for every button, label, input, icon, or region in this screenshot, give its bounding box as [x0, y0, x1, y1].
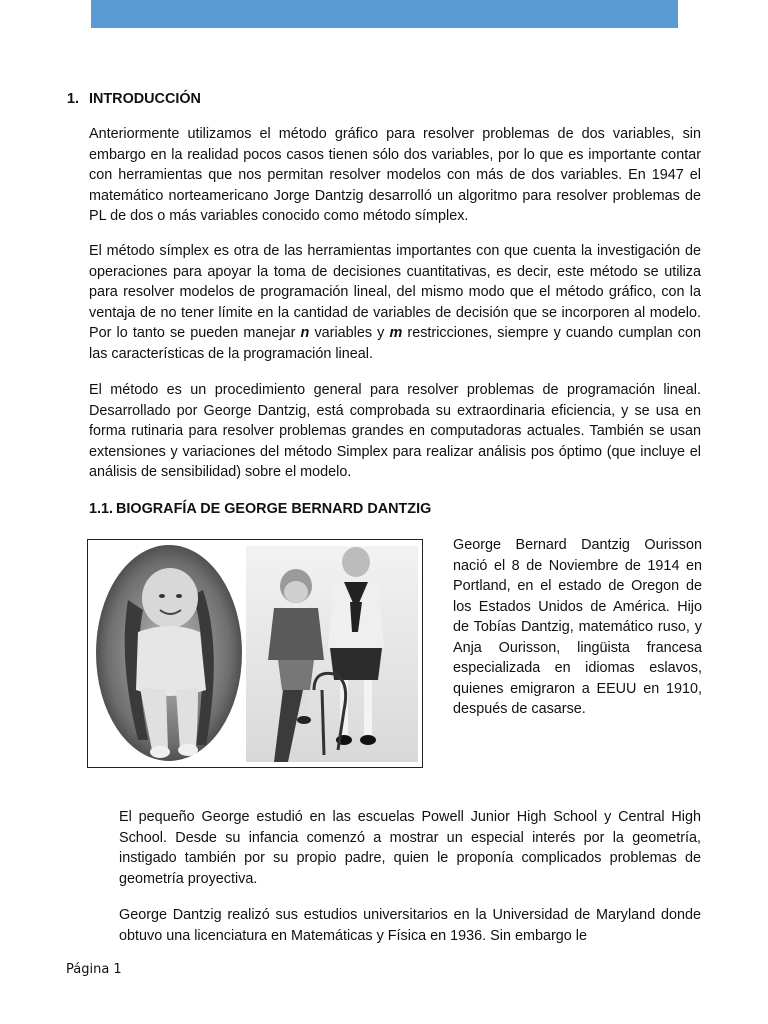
- photo-illustration: [88, 540, 422, 767]
- variable-m: m: [389, 325, 403, 341]
- page-number: Página 1: [66, 962, 122, 977]
- intro-paragraph-2-text-b: variables y: [309, 325, 390, 341]
- intro-paragraph-3: El método es un procedimiento general para resolver problemas de programación lineal. Desarrollado por George Dantzig, está comprobada su extraordinaria eficiencia, y se usa en forma rutinaria para resolver problemas grandes en computadoras actuales. También se usan extensiones y variaciones del método Simplex para realizar análisis pos óptimo (que incluye el análisis de sensibilidad) sobre el modelo.: [89, 382, 701, 480]
- intro-paragraph-1: Anteriormente utilizamos el método gráfico para resolver problemas de dos variables, sin embargo en la realidad pocos casos tienen sólo dos variables, por lo que es importante contar con herramientas que nos permitan resolver modelos con más de dos variables. En 1947 el matemático norteamericano Jorge Dantzig desarrolló un algoritmo para resolver problemas de PL de dos o más variables conocido como método símplex.: [89, 126, 701, 224]
- bio-paragraph-1: El pequeño George estudió en las escuelas Powell Junior High School y Central High School. Desde su infancia comenzó a mostrar un especial interés por la geometría, instigado también por su propio padre, quien le proponía complicados problemas de geometría proyectiva.: [119, 809, 701, 887]
- subsection-heading: [89, 499, 431, 520]
- section-heading: [67, 89, 201, 110]
- section-title: INTRODUCCIÓN: [89, 91, 201, 107]
- subsection-title: BIOGRAFÍA DE GEORGE BERNARD DANTZIG: [116, 501, 432, 517]
- header-bar: [91, 0, 678, 28]
- intro-paragraph-2-text-c: restricciones, siempre y cuando cumplan con las características de la programación lineal.: [89, 325, 701, 362]
- variable-n: n: [300, 325, 310, 341]
- subsection-number: 1.1.: [89, 501, 114, 517]
- intro-paragraph-2: [89, 241, 701, 364]
- section-number: 1.: [67, 91, 80, 107]
- intro-paragraph-2-text-a: El método símplex es otra de las herramientas importantes con que cuenta la investigación de operaciones para apoyar la toma de decisiones cuantitativas, es decir, este método se utiliza para resolver modelos de programación lineal, del mismo modo que el método gráfico, con la ventaja de no tener límite en la cantidad de variables de decisión que se incorporen al modelo. Por lo tanto se pueden manejar: [89, 243, 701, 341]
- bio-paragraph-2: George Dantzig realizó sus estudios universitarios en la Universidad de Maryland donde obtuvo una licenciatura en Matemáticas y Física en 1936. Sin embargo le: [119, 907, 701, 944]
- dantzig-childhood-photo: [87, 539, 423, 768]
- bio-side-text: George Bernard Dantzig Ourisson nació el 8 de Noviembre de 1914 en Portland, en el estado de Oregon de los Estados Unidos de América. Hijo de Tobías Dantzig, matemático ruso, y Anja Ourisson, lingüista francesa especializada en idiomas eslavos, quienes emigraron a EEUU en 1910, después de casarse.: [453, 537, 702, 717]
